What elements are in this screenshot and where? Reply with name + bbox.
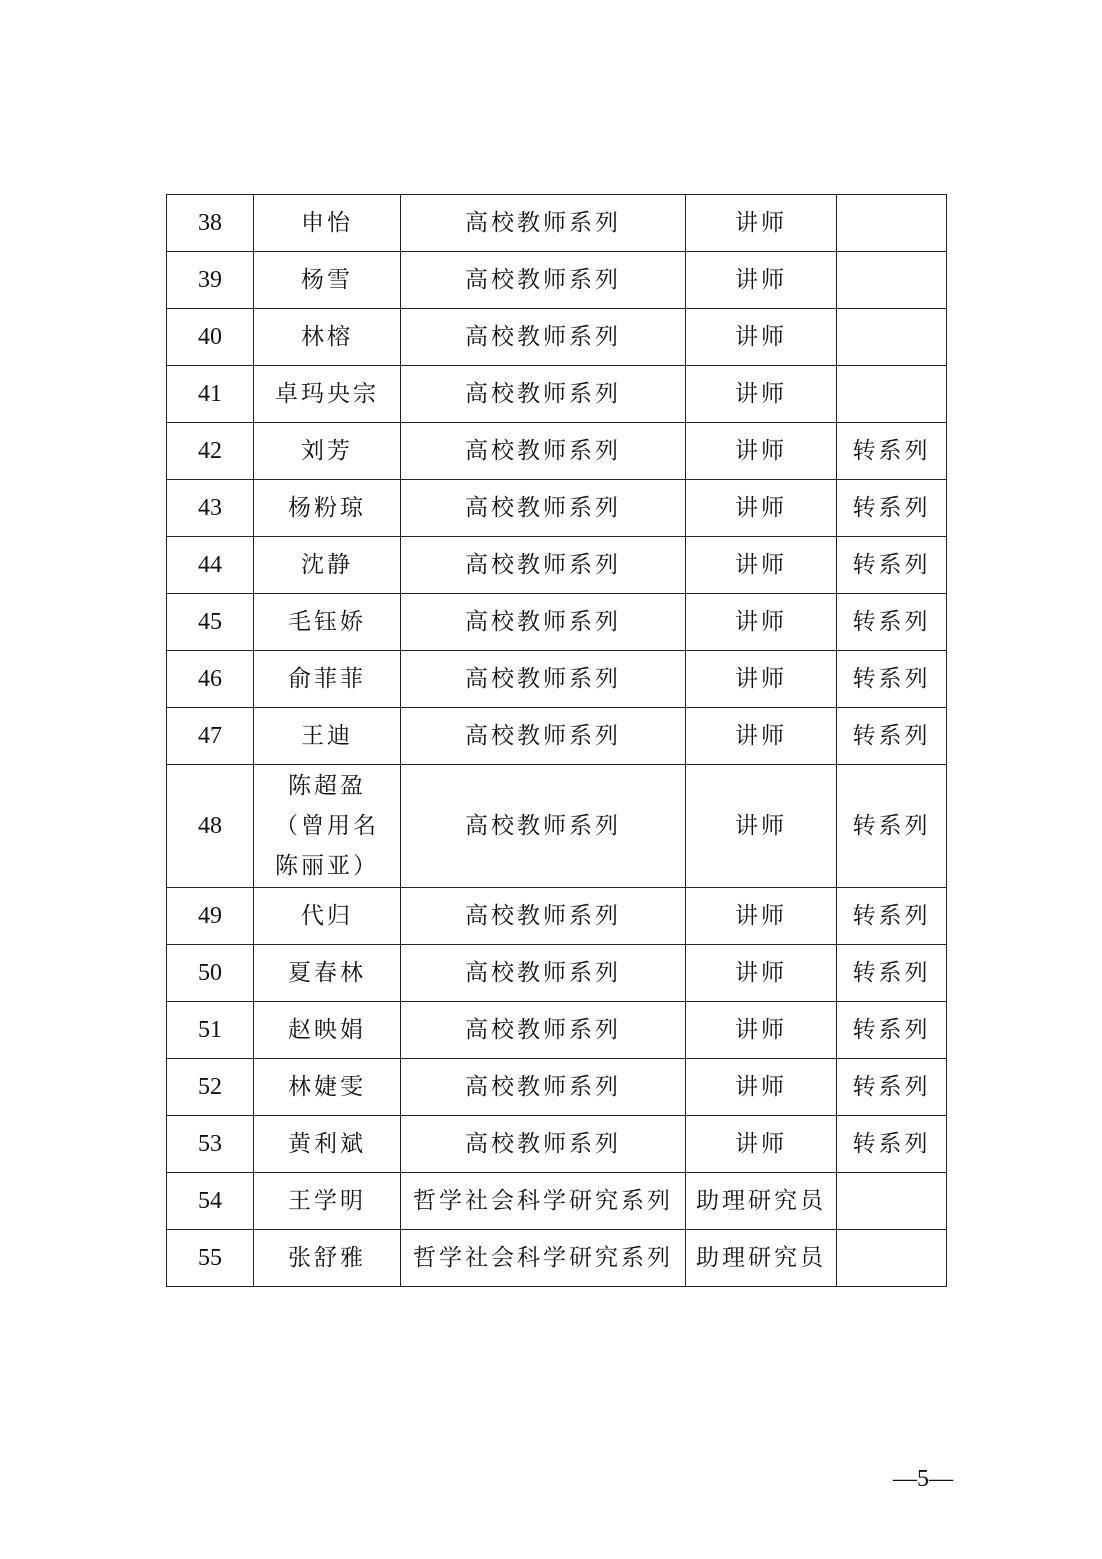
title-cell: 讲师 <box>686 594 837 651</box>
note-cell <box>837 252 947 309</box>
name-cell: 王学明 <box>254 1173 401 1230</box>
series-cell: 哲学社会科学研究系列 <box>401 1173 686 1230</box>
table-row <box>167 537 947 594</box>
title-cell: 助理研究员 <box>686 1230 837 1287</box>
series-cell: 高校教师系列 <box>401 708 686 765</box>
table-row <box>167 252 947 309</box>
title-cell: 讲师 <box>686 537 837 594</box>
name-line: 陈超盈 <box>288 773 366 799</box>
title-cell: 讲师 <box>686 423 837 480</box>
note-cell <box>837 309 947 366</box>
name-cell: 林婕雯 <box>254 1059 401 1116</box>
name-cell: 沈静 <box>254 537 401 594</box>
row-number-cell: 44 <box>167 537 254 594</box>
series-cell: 高校教师系列 <box>401 888 686 945</box>
title-cell: 讲师 <box>686 1002 837 1059</box>
name-cell: 卓玛央宗 <box>254 366 401 423</box>
row-number-cell: 51 <box>167 1002 254 1059</box>
table-row <box>167 1230 947 1287</box>
title-cell: 讲师 <box>686 651 837 708</box>
series-cell: 高校教师系列 <box>401 1059 686 1116</box>
title-cell: 讲师 <box>686 888 837 945</box>
series-cell: 高校教师系列 <box>401 594 686 651</box>
note-cell: 转系列 <box>837 888 947 945</box>
table-row <box>167 594 947 651</box>
title-cell: 助理研究员 <box>686 1173 837 1230</box>
name-cell: 刘芳 <box>254 423 401 480</box>
series-cell: 高校教师系列 <box>401 309 686 366</box>
row-number-cell: 54 <box>167 1173 254 1230</box>
series-cell: 高校教师系列 <box>401 195 686 252</box>
note-cell: 转系列 <box>837 945 947 1002</box>
name-line: 陈丽亚） <box>275 853 379 879</box>
title-cell: 讲师 <box>686 252 837 309</box>
series-cell: 高校教师系列 <box>401 366 686 423</box>
name-cell: 杨粉琼 <box>254 480 401 537</box>
row-number-cell: 38 <box>167 195 254 252</box>
note-cell: 转系列 <box>837 1002 947 1059</box>
name-cell: 王迪 <box>254 708 401 765</box>
row-number-cell: 46 <box>167 651 254 708</box>
name-cell: 黄利斌 <box>254 1116 401 1173</box>
note-cell: 转系列 <box>837 537 947 594</box>
row-number-cell: 42 <box>167 423 254 480</box>
series-cell: 高校教师系列 <box>401 480 686 537</box>
name-cell: 夏春林 <box>254 945 401 1002</box>
table-row <box>167 945 947 1002</box>
row-number-cell: 53 <box>167 1116 254 1173</box>
note-cell <box>837 1230 947 1287</box>
name-cell: 赵映娟 <box>254 1002 401 1059</box>
row-number-cell: 50 <box>167 945 254 1002</box>
series-cell: 高校教师系列 <box>401 945 686 1002</box>
table-row <box>167 309 947 366</box>
title-cell: 讲师 <box>686 765 837 888</box>
series-cell: 高校教师系列 <box>401 423 686 480</box>
table-row <box>167 1116 947 1173</box>
note-cell: 转系列 <box>837 765 947 888</box>
title-cell: 讲师 <box>686 309 837 366</box>
roster-table-body <box>167 195 947 1287</box>
row-number-cell: 55 <box>167 1230 254 1287</box>
title-cell: 讲师 <box>686 366 837 423</box>
row-number-cell: 47 <box>167 708 254 765</box>
table-row <box>167 1002 947 1059</box>
table-row <box>167 480 947 537</box>
table-row <box>167 195 947 252</box>
title-cell: 讲师 <box>686 195 837 252</box>
series-cell: 高校教师系列 <box>401 765 686 888</box>
table-row <box>167 366 947 423</box>
name-cell: 张舒雅 <box>254 1230 401 1287</box>
table-row <box>167 1173 947 1230</box>
note-cell <box>837 366 947 423</box>
table-row <box>167 423 947 480</box>
name-cell: 代归 <box>254 888 401 945</box>
page-number: —5— <box>893 1466 953 1492</box>
title-cell: 讲师 <box>686 945 837 1002</box>
series-cell: 高校教师系列 <box>401 1116 686 1173</box>
row-number-cell: 39 <box>167 252 254 309</box>
note-cell <box>837 1173 947 1230</box>
note-cell <box>837 195 947 252</box>
title-cell: 讲师 <box>686 1059 837 1116</box>
note-cell: 转系列 <box>837 708 947 765</box>
roster-table <box>166 194 947 1287</box>
row-number-cell: 43 <box>167 480 254 537</box>
table-row <box>167 651 947 708</box>
note-cell: 转系列 <box>837 423 947 480</box>
series-cell: 高校教师系列 <box>401 252 686 309</box>
name-cell <box>254 765 401 888</box>
note-cell: 转系列 <box>837 594 947 651</box>
series-cell: 高校教师系列 <box>401 537 686 594</box>
row-number-cell: 48 <box>167 765 254 888</box>
note-cell: 转系列 <box>837 651 947 708</box>
name-line: （曾用名 <box>275 813 379 839</box>
series-cell: 高校教师系列 <box>401 1002 686 1059</box>
name-cell: 毛钰娇 <box>254 594 401 651</box>
row-number-cell: 52 <box>167 1059 254 1116</box>
title-cell: 讲师 <box>686 708 837 765</box>
name-cell: 俞菲菲 <box>254 651 401 708</box>
title-cell: 讲师 <box>686 480 837 537</box>
table-row <box>167 1059 947 1116</box>
note-cell: 转系列 <box>837 1116 947 1173</box>
table-row <box>167 708 947 765</box>
row-number-cell: 40 <box>167 309 254 366</box>
row-number-cell: 41 <box>167 366 254 423</box>
table-row <box>167 888 947 945</box>
series-cell: 高校教师系列 <box>401 651 686 708</box>
series-cell: 哲学社会科学研究系列 <box>401 1230 686 1287</box>
row-number-cell: 49 <box>167 888 254 945</box>
note-cell: 转系列 <box>837 480 947 537</box>
title-cell: 讲师 <box>686 1116 837 1173</box>
row-number-cell: 45 <box>167 594 254 651</box>
name-cell: 林榕 <box>254 309 401 366</box>
table-row <box>167 765 947 888</box>
note-cell: 转系列 <box>837 1059 947 1116</box>
name-cell: 申怡 <box>254 195 401 252</box>
name-cell: 杨雪 <box>254 252 401 309</box>
